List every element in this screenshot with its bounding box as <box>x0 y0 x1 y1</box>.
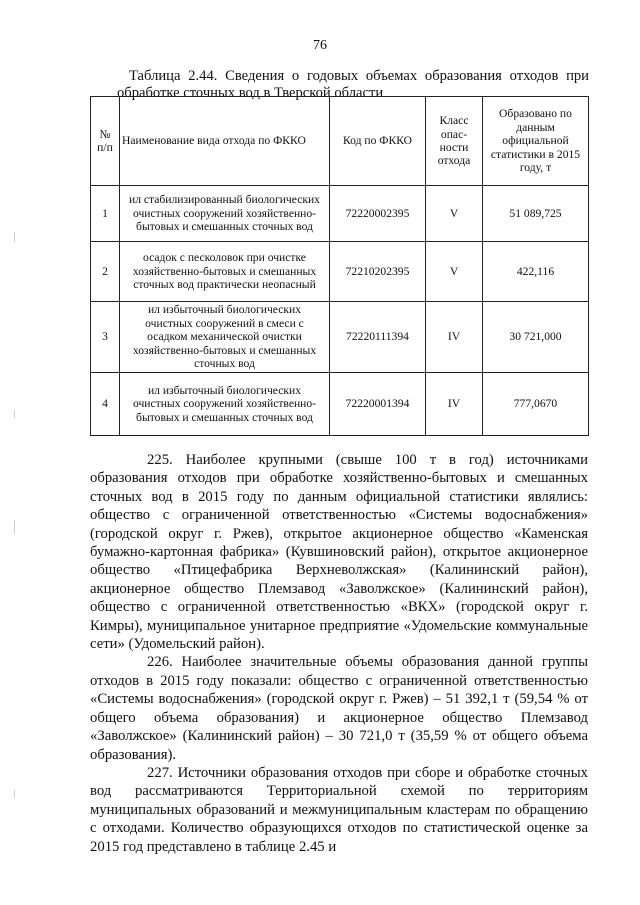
cell-code: 72210202395 <box>330 242 426 302</box>
cell-amount: 777,0670 <box>483 373 589 436</box>
cell-hazard: IV <box>426 302 483 373</box>
cell-num: 1 <box>91 186 120 242</box>
cell-hazard: V <box>426 242 483 302</box>
cell-code: 72220002395 <box>330 186 426 242</box>
header-code: Код по ФККО <box>330 97 426 186</box>
paragraph-227: 227. Источники образования отходов при сборе и обработке сточных вод рассматриваются Территориальной схемой по территориям муниципальных образований и межмуниципальным кластерам по обращению с отходами. Количество образующихся отходов по статистической оценке за 2015 год представлено в таблице 2.45 и <box>90 764 588 855</box>
cell-num: 2 <box>91 242 120 302</box>
paragraph-226: 226. Наиболее значительные объемы образования данной группы отходов в 2015 году показали: общество с ограниченной ответственностью «Системы водоснабжения» (городской округ г. Ржев) – 51 392,1 т (59,54 % от общего объема образования) и акционерное общество Племзавод «Заволжское» (Калининский район) – 30 721,0 т (35,59 % от общего объема образования). <box>90 654 588 763</box>
table-caption: Таблица 2.44. Сведения о годовых объемах образования отходов при обработке сточных вод в Тверской области <box>117 68 589 101</box>
cell-num: 4 <box>91 373 120 436</box>
scan-edge-mark <box>14 790 15 798</box>
paragraph-225: 225. Наиболее крупными (свыше 100 т в год) источниками образования отходов при обработке хозяйственно-бытовых и смешанных сточных вод в 2015 году по данным официальной статистики являлись: общество с ограниченной ответственностью «Системы водоснабжения» (городской округ г. Ржев), открытое акционерное общество «Каменская бумажно-картонная фабрика» (Кувшиновский район), открытое акционерное общество «Птицефабрика Верхневолжская» (Калининский район), акционерное общество Племзавод «Заволжское» (Калининский район), общество с ограниченной ответственностью «ВКХ» (городской округ г. Кимры), муниципальное унитарное предприятие «Удомельские коммунальные сети» (Удомельский район). <box>90 452 588 653</box>
scan-edge-mark <box>14 520 15 534</box>
cell-amount: 51 089,725 <box>483 186 589 242</box>
cell-name: ил избыточный биологических очистных сооружений хозяйственно-бытовых и смешанных сточных вод <box>120 373 330 436</box>
cell-hazard: IV <box>426 373 483 436</box>
page-number: 76 <box>313 38 327 53</box>
header-num: № п/п <box>91 97 120 186</box>
table-row <box>91 242 589 302</box>
cell-amount: 30 721,000 <box>483 302 589 373</box>
body-text <box>90 451 588 856</box>
scan-edge-mark <box>14 410 15 418</box>
header-name: Наименование вида отхода по ФККО <box>120 97 330 186</box>
cell-name: ил стабилизированный биологических очистных сооружений хозяйственно-бытовых и смешанных сточных вод <box>120 186 330 242</box>
cell-code: 72220001394 <box>330 373 426 436</box>
table-row <box>91 373 589 436</box>
header-hazard: Класс опас-ности отхода <box>426 97 483 186</box>
table-row <box>91 302 589 373</box>
cell-amount: 422,116 <box>483 242 589 302</box>
cell-code: 72220111394 <box>330 302 426 373</box>
cell-hazard: V <box>426 186 483 242</box>
table-row <box>91 186 589 242</box>
cell-name: ил избыточный биологических очистных сооружений в смеси с осадком механической очистки хозяйственно-бытовых и смешанных сточных вод <box>120 302 330 373</box>
scan-edge-mark <box>14 232 15 242</box>
header-amount: Образовано по данным официальной статистики в 2015 году, т <box>483 97 589 186</box>
table-header-row <box>91 97 589 186</box>
waste-table <box>90 96 589 436</box>
cell-name: осадок с песколовок при очистке хозяйственно-бытовых и смешанных сточных вод практически неопасный <box>120 242 330 302</box>
cell-num: 3 <box>91 302 120 373</box>
